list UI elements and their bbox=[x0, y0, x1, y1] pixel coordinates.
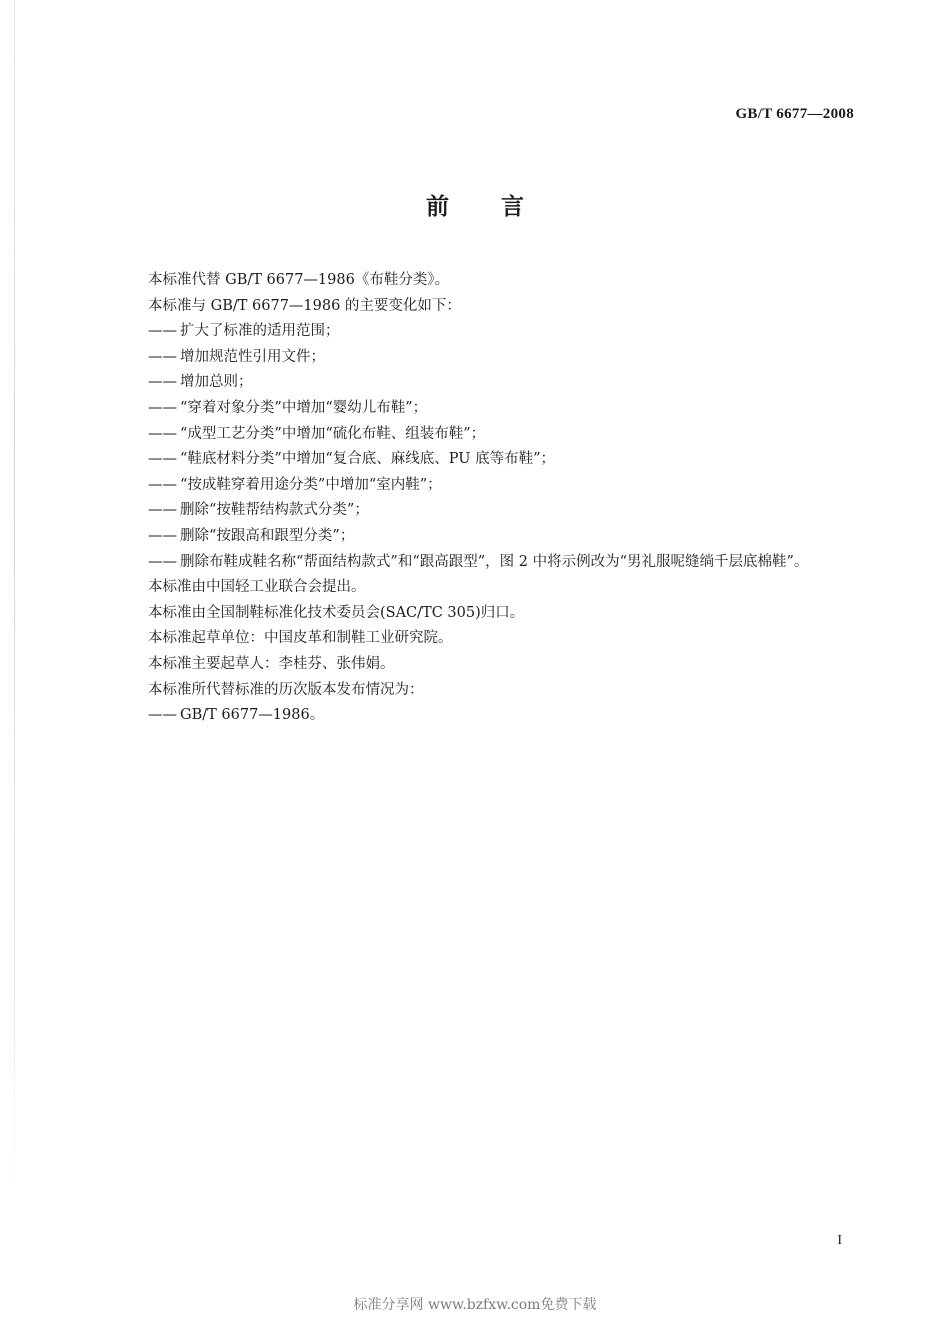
page-title: 前言 bbox=[426, 194, 576, 220]
list-item bbox=[148, 345, 860, 371]
change-item-text: 删除布鞋成鞋名称“帮面结构款式”和“跟高跟型”，图 2 中将示例改为“男礼服呢缝绱千层底棉鞋”。 bbox=[180, 553, 809, 570]
change-item-text: 删除“按鞋帮结构款式分类”； bbox=[180, 502, 369, 519]
paragraph-technical-committee: 本标准由全国制鞋标准化技术委员会(SAC/TC 305)归口。 bbox=[148, 604, 525, 621]
paragraph-drafting-unit: 本标准起草单位：中国皮革和制鞋工业研究院。 bbox=[148, 630, 453, 647]
change-item-text: “成型工艺分类”中增加“硫化布鞋、组装布鞋”； bbox=[180, 425, 486, 442]
change-item-text: 删除“按跟高和跟型分类”； bbox=[180, 527, 355, 544]
dash-marker: —— bbox=[148, 323, 177, 340]
list-item bbox=[148, 422, 860, 448]
change-item-text: “穿着对象分类”中增加“婴幼儿布鞋”； bbox=[180, 399, 428, 416]
dash-marker: —— bbox=[148, 476, 177, 493]
dash-marker: —— bbox=[148, 527, 177, 544]
dash-marker: —— bbox=[148, 425, 177, 442]
dash-marker: —— bbox=[148, 374, 177, 391]
list-item bbox=[148, 396, 860, 422]
change-item-text: 增加规范性引用文件； bbox=[180, 348, 325, 365]
list-item bbox=[148, 550, 860, 576]
list-item bbox=[148, 319, 860, 345]
paragraph-version-history: 本标准所代替标准的历次版本发布情况为： bbox=[148, 681, 424, 698]
change-item-text: “按成鞋穿着用途分类”中增加“室内鞋”； bbox=[180, 476, 442, 493]
dash-marker: —— bbox=[148, 348, 177, 365]
list-item bbox=[148, 498, 860, 524]
page-folio: I bbox=[837, 1233, 842, 1248]
dash-marker: —— bbox=[148, 399, 177, 416]
paragraph-proposed-by: 本标准由中国轻工业联合会提出。 bbox=[148, 579, 366, 596]
list-item bbox=[148, 703, 860, 729]
standard-number: GB/T 6677—2008 bbox=[735, 106, 854, 122]
scan-edge-line bbox=[14, 0, 15, 1200]
document-body bbox=[148, 268, 860, 729]
change-item-text: “鞋底材料分类”中增加“复合底、麻线底、PU 底等布鞋”； bbox=[180, 451, 555, 468]
paragraph-replaces: 本标准代替 GB/T 6677—1986《布鞋分类》。 bbox=[148, 272, 450, 288]
history-item-text: GB/T 6677—1986。 bbox=[180, 707, 325, 724]
dash-marker: —— bbox=[148, 451, 177, 468]
list-item bbox=[148, 370, 860, 396]
dash-marker: —— bbox=[148, 553, 177, 570]
change-item-text: 增加总则； bbox=[180, 374, 253, 391]
dash-marker: —— bbox=[148, 707, 177, 724]
change-item-text: 扩大了标准的适用范围； bbox=[180, 323, 340, 340]
list-item bbox=[148, 473, 860, 499]
list-item bbox=[148, 447, 860, 473]
list-item bbox=[148, 524, 860, 550]
dash-marker: —— bbox=[148, 502, 177, 519]
paragraph-drafters: 本标准主要起草人：李桂芬、张伟娟。 bbox=[148, 655, 395, 672]
watermark-text: 标准分享网 www.bzfxw.com免费下载 bbox=[353, 1297, 597, 1313]
paragraph-main-changes: 本标准与 GB/T 6677—1986 的主要变化如下： bbox=[148, 297, 461, 314]
